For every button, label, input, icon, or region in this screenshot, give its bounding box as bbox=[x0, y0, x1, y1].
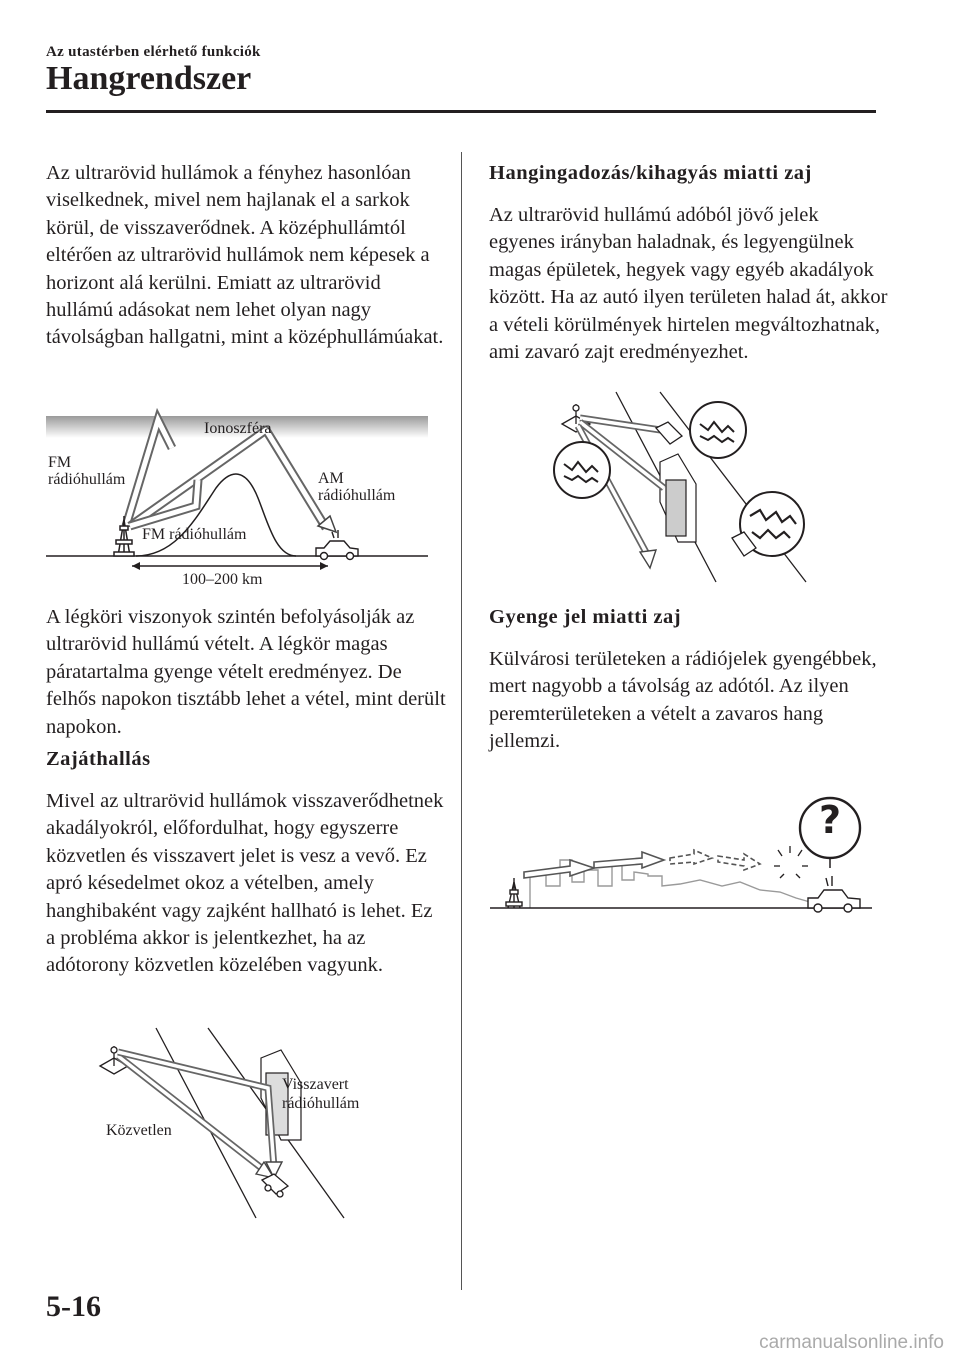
column-divider bbox=[461, 152, 462, 1290]
reflected-wave-label-line1: Visszavert bbox=[282, 1076, 349, 1093]
ionosphere-figure bbox=[46, 408, 436, 588]
static-marks bbox=[774, 846, 808, 878]
car bbox=[262, 1174, 288, 1197]
obstruction-figure bbox=[548, 392, 828, 590]
ionosphere-label: Ionoszféra bbox=[204, 420, 272, 437]
car bbox=[808, 876, 860, 912]
question-mark-icon: ? bbox=[818, 798, 842, 842]
heading-gyenge-jel: Gyenge jel miatti zaj bbox=[489, 606, 682, 628]
multipath-figure bbox=[96, 1028, 366, 1228]
am-wave-label-line2: rádióhullám bbox=[318, 487, 396, 504]
radio-tower bbox=[506, 878, 522, 908]
fm-wave-label-line2: rádióhullám bbox=[48, 471, 126, 488]
header-rule bbox=[46, 110, 876, 113]
page-title: Hangrendszer bbox=[46, 60, 252, 97]
page-number: 5-16 bbox=[46, 1290, 101, 1323]
heading-hangingadozas: Hangingadozás/kihagyás miatti zaj bbox=[489, 162, 812, 184]
fm-wave-label-line1: FM bbox=[48, 454, 72, 471]
heading-zajathallas: Zajáthallás bbox=[46, 748, 151, 770]
distance-label: 100–200 km bbox=[182, 571, 263, 588]
noise-bubble-left bbox=[554, 442, 610, 498]
fm-lower-label: FM rádióhullám bbox=[142, 526, 247, 543]
direct-wave-label: Közvetlen bbox=[106, 1122, 172, 1139]
left-para-2: A légköri viszonyok szintén befolyásolják az ultrarövid hullámú vételt. A légkör magas páratartalma gyenge vételt eredményez. De felhős napokon tisztább lehet a vétel, mint derült napokon. bbox=[46, 606, 446, 738]
buildings bbox=[660, 454, 696, 542]
section-breadcrumb: Az utastérben elérhető funkciók bbox=[46, 44, 261, 60]
obstruction-illustration bbox=[548, 392, 828, 590]
noise-bubble-good bbox=[690, 402, 746, 458]
car bbox=[656, 422, 682, 444]
weak-signal-figure bbox=[490, 790, 874, 920]
reflected-wave-label-line2: rádióhullám bbox=[282, 1095, 360, 1112]
car bbox=[316, 530, 358, 560]
watermark: carmanualsonline.info bbox=[759, 1332, 944, 1353]
left-para-1: Az ultrarövid hullámok a fényhez hasonlóan viselkednek, mivel nem hajlanak el a sarkok körül, de visszaverődnek. A középhullámtól eltérően az ultrarövid hullámok nem képesek a horizont alá kerülni. Emiatt az ultrarövid hullámú adásokat nem lehet olyan nagy távolságban hallgatni, mint a középhullámúakat. bbox=[46, 162, 444, 349]
right-para-1: Az ultrarövid hullámú adóból jövő jelek egyenes irányban haladnak, és legyengülnek magas épületek, hegyek vagy egyéb akadályok között. Ha az autó ilyen területen halad át, akkor a vételi körülmények hirtelen megváltozhatnak, ami zavaró zajt eredményezhet. bbox=[489, 204, 888, 364]
left-para-3: Mivel az ultrarövid hullámok visszaverődhetnek akadályokról, előfordulhat, hogy egyszerre közvetlen és visszavert jelet is vesz a vevő. Ez apró késedelmet okoz a vételben, amely hanghibaként vagy zajként hallható is lehet. Ez a probléma akkor is jelentkezhet, ha az adótorony közvetlen közelében vagyunk. bbox=[46, 790, 444, 977]
am-wave-label-line1: AM bbox=[318, 470, 344, 487]
right-para-2: Külvárosi területeken a rádiójelek gyengébbek, mert nagyobb a távolság az adótól. Az ilyen peremterületeken a vételt a zavaros hang jellemzi. bbox=[489, 648, 877, 753]
